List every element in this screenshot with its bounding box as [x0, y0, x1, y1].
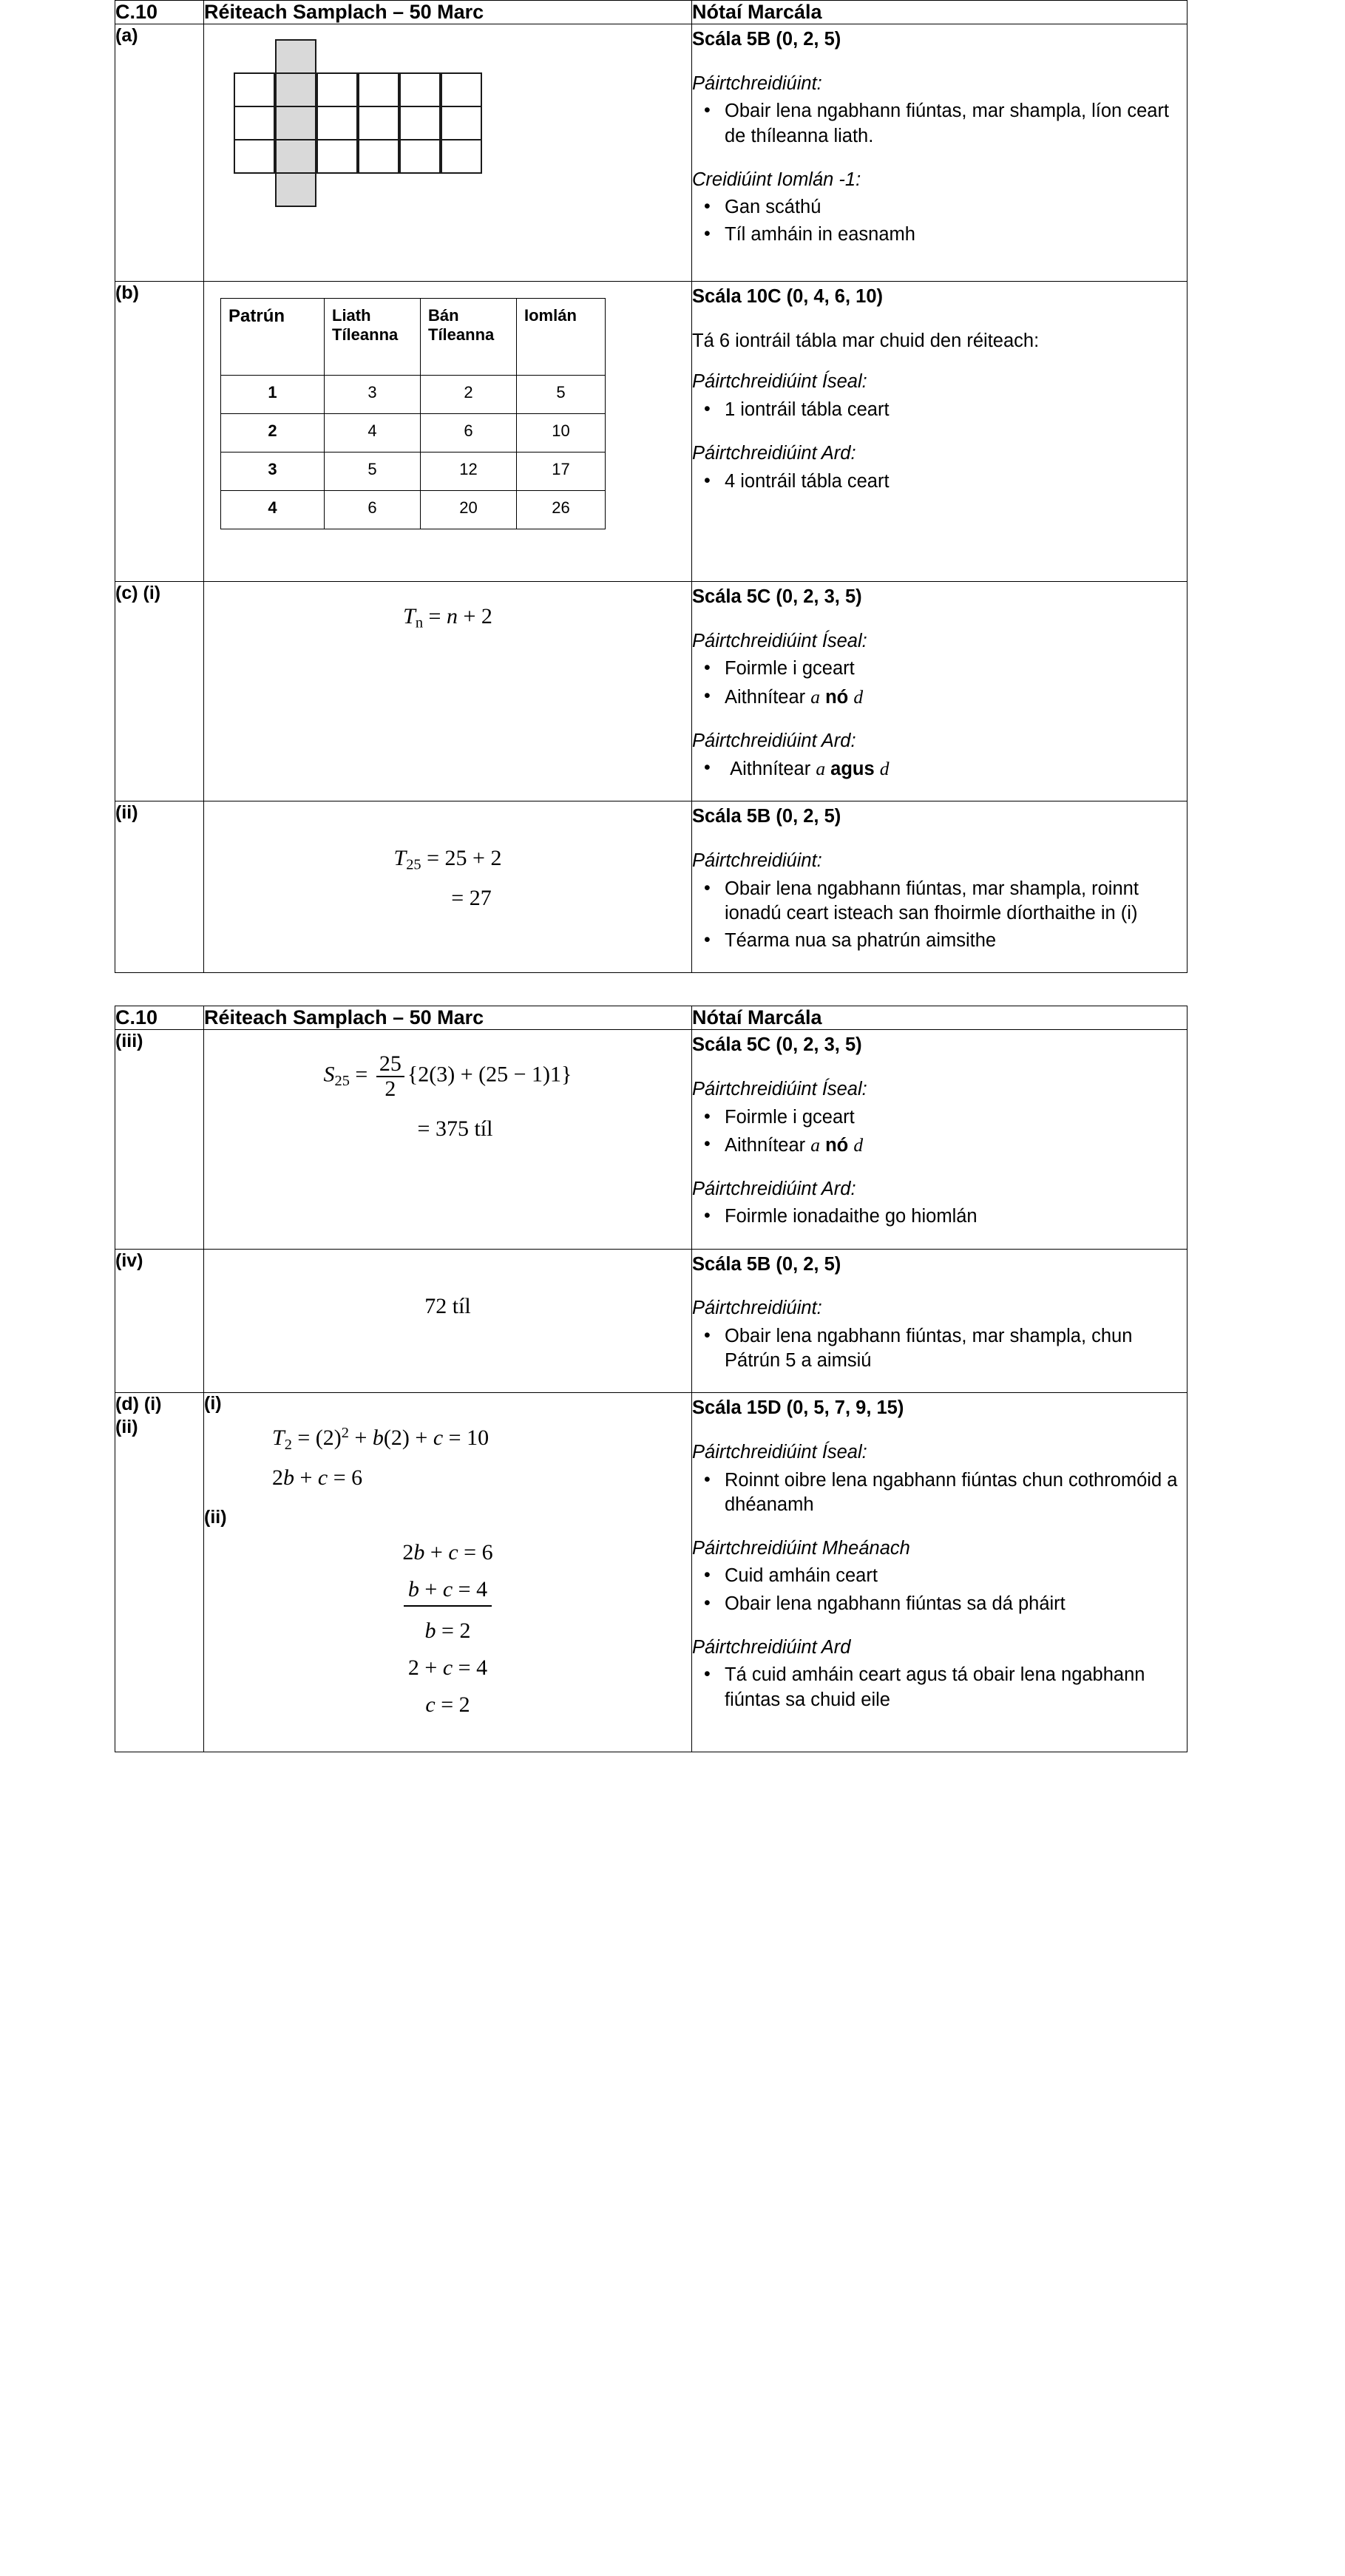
part-label-d-ii: (ii) — [115, 1417, 138, 1438]
formula-d-ii-5: c = 2 — [425, 1692, 470, 1718]
header-sample-solution: Réiteach Samplach – 50 Marc — [204, 1006, 692, 1030]
tile-grey-tail — [275, 172, 316, 207]
part-label-c-i: (c) (i) — [115, 582, 204, 801]
header-sample-solution: Réiteach Samplach – 50 Marc — [204, 1, 692, 24]
scale-title-a: Scála 5B (0, 2, 5) — [692, 29, 841, 50]
header-question-code: C.10 — [115, 1, 204, 24]
part-label-c-iii: (iii) — [115, 1030, 204, 1249]
page-break-gap — [0, 973, 1345, 1006]
note-item: • Cuid amháin ceart — [723, 1564, 1187, 1588]
notes-cell-d — [692, 1393, 1188, 1752]
formula-tn: $T_n = n + 2$ — [403, 604, 492, 631]
header-marking-notes: Nótaí Marcála — [692, 1, 1188, 24]
table-row — [221, 491, 606, 529]
table-row-part-a — [115, 24, 1188, 282]
marking-scheme-table-2 — [115, 1006, 1187, 1752]
tile-white-r3c1 — [234, 139, 275, 174]
tile-white-r2c1 — [234, 106, 275, 140]
pattern-col-header-ban: Bán Tíleanna — [421, 299, 517, 376]
note-item: • Obair lena ngabhann fiúntas, mar shampla, chun Pátrún 5 a aimsiú — [723, 1324, 1187, 1373]
note-item: • Aithnítear a nó d — [723, 1133, 1187, 1158]
pattern-col-header-iomlan: Iomlán — [517, 299, 606, 376]
pattern-cell: 4 — [325, 414, 421, 453]
tile-white-r2c3 — [316, 106, 358, 140]
notes-cell-a — [692, 24, 1188, 282]
part-label-c-iv: (iv) — [115, 1249, 204, 1393]
note-list-c-i-2 — [692, 756, 1187, 782]
note-heading-c-iii-1: Páirtchreidiúint Íseal: — [692, 1078, 867, 1099]
formula-d-ii-1: 2b + c = 6 — [402, 1540, 493, 1565]
note-list-b-2 — [692, 470, 1187, 494]
pattern-cell: 12 — [421, 453, 517, 491]
note-item: • Aithnítear a agus d — [723, 756, 1187, 782]
note-intro-b: Tá 6 iontráil tábla mar chuid den réiteach: — [692, 330, 1040, 351]
formula-s25-result: = 375 tíl — [417, 1116, 493, 1142]
work-cell-c-ii — [204, 801, 692, 973]
fraction-25-over-2: $\frac{25}{2}$ — [376, 1052, 404, 1100]
work-cell-a — [204, 24, 692, 282]
pattern-col-header-patrun: Patrún — [221, 299, 325, 376]
note-list-d-2 — [692, 1564, 1187, 1616]
tile-white-r1c4 — [358, 72, 399, 107]
note-heading-a-2: Creidiúint Iomlán -1: — [692, 169, 861, 190]
note-heading-c-i-2: Páirtchreidiúint Ard: — [692, 730, 856, 751]
notes-cell-b — [692, 282, 1188, 582]
tile-grey-top — [275, 39, 316, 74]
work-cell-c-i — [204, 582, 692, 801]
grid-table-1 — [115, 0, 1188, 973]
note-heading-c-iii-2: Páirtchreidiúint Ard: — [692, 1178, 856, 1199]
note-item: • Foirmle i gceart — [723, 1105, 1187, 1130]
header-question-code: C.10 — [115, 1006, 204, 1030]
table-row-part-d — [115, 1393, 1188, 1752]
table-row — [221, 453, 606, 491]
scale-title-b: Scála 10C (0, 4, 6, 10) — [692, 286, 883, 308]
note-list-c-i-1 — [692, 657, 1187, 709]
pattern-cell: 6 — [421, 414, 517, 453]
note-list-c-iii-1 — [692, 1105, 1187, 1158]
note-list-c-iv — [692, 1324, 1187, 1373]
note-item: • Obair lena ngabhann fiúntas sa dá pháirt — [723, 1592, 1187, 1616]
note-item: • Tá cuid amháin ceart agus tá obair lena ngabhann fiúntas sa chuid eile — [723, 1663, 1187, 1712]
note-heading-a-1: Páirtchreidiúint: — [692, 72, 822, 94]
work-cell-c-iii — [204, 1030, 692, 1249]
work-cell-d — [204, 1393, 692, 1752]
note-item: • Tíl amháin in easnamh — [723, 223, 1187, 247]
pattern-cell: 6 — [325, 491, 421, 529]
table-header-2 — [115, 1006, 1188, 1030]
note-item: • Obair lena ngabhann fiúntas, mar shampla, líon ceart de thíleanna liath. — [723, 99, 1187, 148]
pattern-cell: 1 — [221, 376, 325, 414]
note-item: • Téarma nua sa phatrún aimsithe — [723, 929, 1187, 953]
pattern-cell: 26 — [517, 491, 606, 529]
notes-cell-c-iii — [692, 1030, 1188, 1249]
pattern-cell: 2 — [421, 376, 517, 414]
note-list-d-3 — [692, 1663, 1187, 1712]
pattern-cell: 5 — [325, 453, 421, 491]
work-cell-b — [204, 282, 692, 582]
pattern-cell: 17 — [517, 453, 606, 491]
pattern-cell: 3 — [221, 453, 325, 491]
note-heading-d-3: Páirtchreidiúint Ard — [692, 1636, 851, 1658]
part-label-a: (a) — [115, 24, 204, 282]
note-list-a-1 — [692, 99, 1187, 148]
pattern-cell: 5 — [517, 376, 606, 414]
formula-2b-c-6: 2b + c = 6 — [272, 1465, 363, 1491]
table-row-part-b — [115, 282, 1188, 582]
tile-white-r1c5 — [399, 72, 441, 107]
tile-white-r2c5 — [399, 106, 441, 140]
note-list-d-1 — [692, 1468, 1187, 1517]
work-marker-d-i: (i) — [204, 1393, 222, 1414]
answer-72-til: 72 tíl — [424, 1293, 471, 1318]
pattern-table — [220, 298, 606, 529]
tile-white-r3c6 — [441, 139, 482, 174]
tile-grey-bottom — [275, 139, 316, 174]
tile-pattern-figure — [217, 39, 535, 250]
pattern-table-header-row — [221, 299, 606, 376]
note-item: • Gan scáthú — [723, 195, 1187, 220]
note-heading-b-1: Páirtchreidiúint Íseal: — [692, 371, 867, 393]
pattern-cell: 3 — [325, 376, 421, 414]
part-label-b: (b) — [115, 282, 204, 582]
tile-grey-middle — [275, 72, 316, 107]
notes-cell-c-ii — [692, 801, 1188, 973]
formula-d-ii-3: b = 2 — [424, 1619, 471, 1644]
tile-white-r2c4 — [358, 106, 399, 140]
notes-cell-c-i — [692, 582, 1188, 801]
header-marking-notes: Nótaí Marcála — [692, 1006, 1188, 1030]
note-item: • Roinnt oibre lena ngabhann fiúntas chun cothromóid a dhéanamh — [723, 1468, 1187, 1517]
note-list-c-iii-2 — [692, 1204, 1187, 1229]
note-heading-d-2: Páirtchreidiúint Mheánach — [692, 1537, 910, 1559]
part-label-d — [115, 1393, 204, 1752]
scale-title-c-iv: Scála 5B (0, 2, 5) — [692, 1253, 841, 1275]
tile-white-r1c6 — [441, 72, 482, 107]
formula-d-ii-2: b + c = 4 — [204, 1577, 691, 1607]
note-heading-c-iv: Páirtchreidiúint: — [692, 1298, 822, 1319]
table-row-part-c-ii — [115, 801, 1188, 973]
note-item: • Foirmle i gceart — [723, 657, 1187, 681]
note-item: • Foirmle ionadaithe go hiomlán — [723, 1204, 1187, 1229]
note-list-a-2 — [692, 195, 1187, 247]
note-heading-b-2: Páirtchreidiúint Ard: — [692, 443, 856, 464]
note-item: • Obair lena ngabhann fiúntas, mar shampla, roinnt ionadú ceart isteach san fhoirmle díorthaithe in (i) — [723, 877, 1187, 926]
work-cell-c-iv — [204, 1249, 692, 1393]
part-label-c-ii: (ii) — [115, 801, 204, 973]
formula-t25-result: = 27 — [451, 886, 492, 911]
scale-title-d: Scála 15D (0, 5, 7, 9, 15) — [692, 1397, 904, 1419]
table-row-part-c-iii — [115, 1030, 1188, 1249]
pattern-col-header-liath: Liath Tíleanna — [325, 299, 421, 376]
formula-s25: $S_{25}$ = $\frac{25}{2}$ {2(3) + (25 − 1)1} — [323, 1051, 572, 1101]
grid-table-2 — [115, 1006, 1188, 1752]
table-row — [221, 414, 606, 453]
note-list-c-ii — [692, 877, 1187, 953]
pattern-cell: 4 — [221, 491, 325, 529]
note-heading-c-i-1: Páirtchreidiúint Íseal: — [692, 630, 867, 651]
formula-t2: $T_2 = (2)^2 + b(2) + c = 10$ — [272, 1425, 489, 1454]
tile-white-r3c3 — [316, 139, 358, 174]
pattern-cell: 10 — [517, 414, 606, 453]
note-item: • 1 iontráil tábla ceart — [723, 398, 1187, 422]
tile-white-r3c5 — [399, 139, 441, 174]
pattern-cell: 20 — [421, 491, 517, 529]
tile-white-r1c3 — [316, 72, 358, 107]
formula-t25: $T_{25} = 25 + 2$ — [393, 846, 502, 874]
note-heading-d-1: Páirtchreidiúint Íseal: — [692, 1441, 867, 1462]
table-row-part-c-i — [115, 582, 1188, 801]
marking-scheme-table-1 — [115, 0, 1187, 973]
formula-d-ii-4: 2 + c = 4 — [407, 1655, 488, 1681]
note-heading-c-ii: Páirtchreidiúint: — [692, 850, 822, 872]
part-label-d-i: (d) (i) — [115, 1394, 162, 1415]
scale-title-c-iii: Scála 5C (0, 2, 3, 5) — [692, 1034, 862, 1056]
table-row — [221, 376, 606, 414]
scale-title-c-ii: Scála 5B (0, 2, 5) — [692, 806, 841, 827]
tile-white-r1c1 — [234, 72, 275, 107]
table-row-part-c-iv — [115, 1249, 1188, 1393]
pattern-cell: 2 — [221, 414, 325, 453]
work-marker-d-ii: (ii) — [204, 1507, 227, 1528]
header-row — [115, 1006, 1188, 1030]
note-item: • 4 iontráil tábla ceart — [723, 470, 1187, 494]
tile-white-r2c6 — [441, 106, 482, 140]
note-item: • Aithnítear a nó d — [723, 685, 1187, 710]
table-header-1 — [115, 1, 1188, 24]
notes-cell-c-iv — [692, 1249, 1188, 1393]
tile-grey-r2c2 — [275, 106, 316, 140]
header-row — [115, 1, 1188, 24]
note-list-b-1 — [692, 398, 1187, 422]
tile-white-r3c4 — [358, 139, 399, 174]
scale-title-c-i: Scála 5C (0, 2, 3, 5) — [692, 586, 862, 608]
